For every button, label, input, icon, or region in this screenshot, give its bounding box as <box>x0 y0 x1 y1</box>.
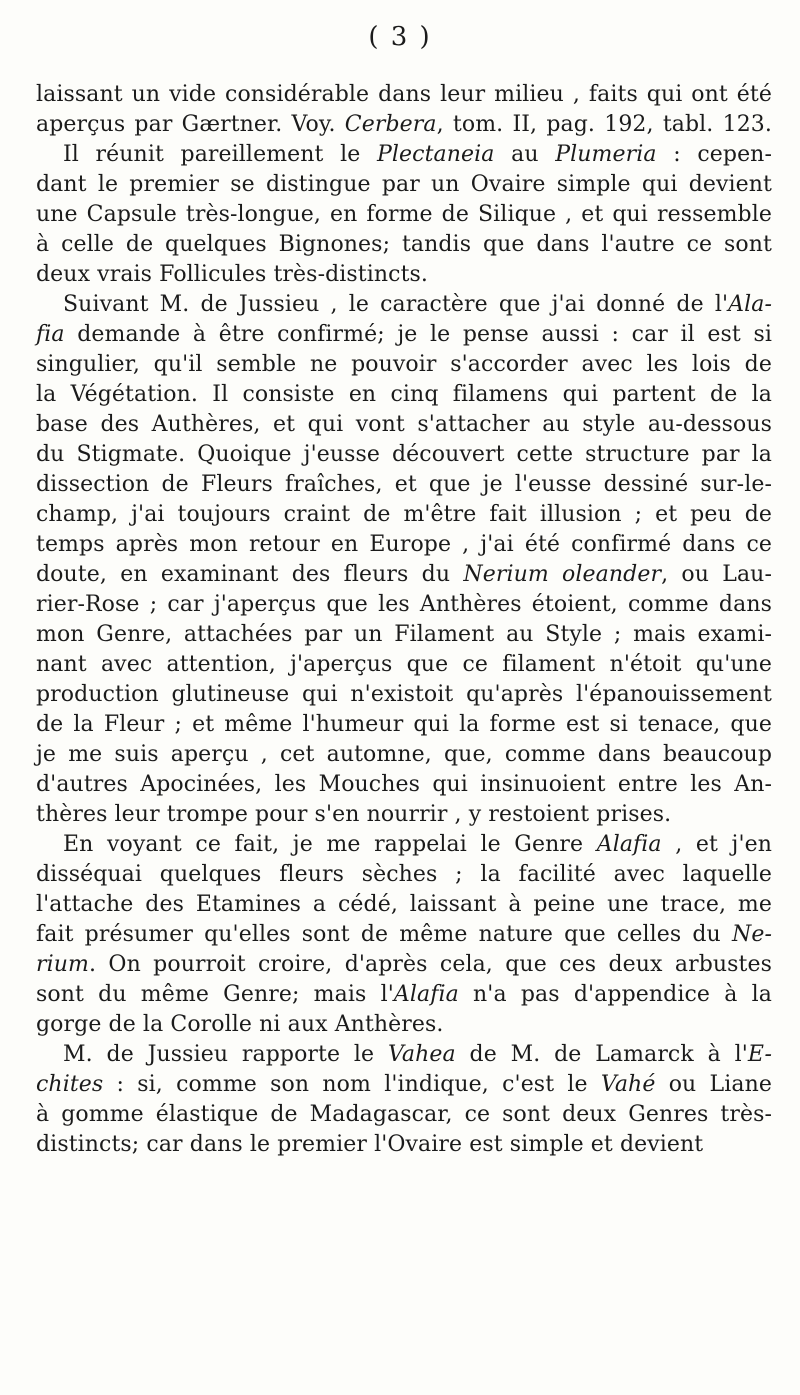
text-run: , tom. II, pag. 192, tabl. 123. <box>436 112 773 137</box>
text-line <box>36 770 772 800</box>
text-run: aperçus par Gærtner. Voy. <box>36 112 345 137</box>
text-line <box>36 890 772 920</box>
italic-term: Plumeria <box>555 142 657 167</box>
text-line <box>36 710 772 740</box>
italic-term: Vahé <box>600 1072 656 1097</box>
text-run: au <box>494 142 556 167</box>
text-run: disséquai quelques fleurs sèches ; la facilité avec laquelle <box>36 862 772 887</box>
text-run: : si, comme son nom l'indique, c'est le <box>103 1072 601 1097</box>
text-line <box>36 380 772 410</box>
text-run: je me suis aperçu , cet automne, que, comme dans beaucoup <box>36 742 772 767</box>
text-line <box>36 140 772 170</box>
text-run: dissection de Fleurs fraîches, et que je l'eusse dessiné sur-le- <box>36 472 772 497</box>
text-run: Il réunit pareillement le <box>63 142 377 167</box>
text-run: deux vrais Follicules très-distincts. <box>36 262 428 287</box>
text-line <box>36 200 772 230</box>
text-line <box>36 1100 772 1130</box>
text-line <box>36 650 772 680</box>
text-run: fait présumer qu'elles sont de même nature que celles du <box>36 922 732 947</box>
text-run: mon Genre, attachées par un Filament au Style ; mais exami- <box>36 622 772 647</box>
text-run: rier-Rose ; car j'aperçus que les Anthères étoient, comme dans <box>36 592 772 617</box>
text-line <box>36 920 772 950</box>
text-run: champ, j'ai toujours craint de m'être fait illusion ; et peu de <box>36 502 772 527</box>
text-line <box>36 1130 772 1160</box>
text-line <box>36 350 772 380</box>
italic-term: Cerbera <box>344 112 437 137</box>
text-line <box>36 680 772 710</box>
italic-term: Alafia <box>393 982 459 1007</box>
text-line <box>36 230 772 260</box>
text-run: du Stigmate. Quoique j'eusse découvert cette structure par la <box>36 442 772 467</box>
text-run: M. de Jussieu rapporte le <box>63 1042 388 1067</box>
text-run: de M. de Lamarck à l' <box>455 1042 748 1067</box>
page-number: ( 3 ) <box>368 22 432 52</box>
text-run: Suivant M. de Jussieu , le caractère que j'ai donné de l' <box>63 292 729 317</box>
italic-term: Ne- <box>731 922 772 947</box>
text-line <box>36 860 772 890</box>
text-run: base des Authères, et qui vont s'attacher au style au-dessous <box>36 412 772 437</box>
text-run: : cepen- <box>656 142 772 167</box>
text-run: une Capsule très-longue, en forme de Silique , et qui ressemble <box>36 202 772 227</box>
text-run: à gomme élastique de Madagascar, ce sont deux Genres très- <box>36 1102 772 1127</box>
text-line <box>36 410 772 440</box>
text-run: dant le premier se distingue par un Ovaire simple qui devient <box>36 172 772 197</box>
text-run: En voyant ce fait, je me rappelai le Genre <box>63 832 597 857</box>
text-line <box>36 800 772 830</box>
text-run: doute, en examinant des fleurs du <box>36 562 464 587</box>
text-run: à celle de quelques Bignones; tandis que dans l'autre ce sont <box>36 232 772 257</box>
text-run: laissant un vide considérable dans leur milieu , faits qui ont été <box>36 82 772 107</box>
text-line <box>36 830 772 860</box>
text-run: l'attache des Etamines a cédé, laissant à peine une trace, me <box>36 892 772 917</box>
text-line <box>36 740 772 770</box>
text-run: nant avec attention, j'aperçus que ce filament n'étoit qu'une <box>36 652 772 677</box>
text-run: , et j'en <box>661 832 773 857</box>
text-line <box>36 80 772 110</box>
text-run: distincts; car dans le premier l'Ovaire est simple et devient <box>36 1132 704 1157</box>
text-line <box>36 500 772 530</box>
text-run: d'autres Apocinées, les Mouches qui insinuoient entre les An- <box>36 772 772 797</box>
italic-term: E- <box>747 1042 772 1067</box>
text-line <box>36 620 772 650</box>
text-line <box>36 950 772 980</box>
italic-term: rium <box>36 952 89 977</box>
italic-term: Nerium oleander <box>463 562 662 587</box>
text-run: de la Fleur ; et même l'humeur qui la forme est si tenace, que <box>36 712 772 737</box>
page-text <box>36 80 772 1160</box>
text-line <box>36 320 772 350</box>
text-line <box>36 1070 772 1100</box>
italic-term: Ala- <box>728 292 772 317</box>
italic-term: chites <box>36 1072 104 1097</box>
text-line <box>36 260 772 290</box>
text-run: temps après mon retour en Europe , j'ai été confirmé dans ce <box>36 532 772 557</box>
text-run: n'a pas d'appendice à la <box>458 982 773 1007</box>
text-line <box>36 110 772 140</box>
text-run: sont du même Genre; mais l' <box>36 982 394 1007</box>
text-line <box>36 1010 772 1040</box>
italic-term: Vahea <box>387 1042 456 1067</box>
text-line <box>36 440 772 470</box>
italic-term: Alafia <box>596 832 662 857</box>
text-line <box>36 560 772 590</box>
italic-term: fia <box>36 322 65 347</box>
text-run: production glutineuse qui n'existoit qu'après l'épanouissement <box>36 682 772 707</box>
text-run: la Végétation. Il consiste en cinq filamens qui partent de la <box>36 382 772 407</box>
text-line <box>36 470 772 500</box>
text-run: thères leur trompe pour s'en nourrir , y restoient prises. <box>36 802 672 827</box>
text-run: singulier, qu'il semble ne pouvoir s'accorder avec les lois de <box>36 352 772 377</box>
text-line <box>36 170 772 200</box>
italic-term: Plectaneia <box>377 142 495 167</box>
text-line <box>36 1040 772 1070</box>
text-run: . On pourroit croire, d'après cela, que ces deux arbustes <box>88 952 772 977</box>
text-run: ou Liane <box>655 1072 772 1097</box>
text-line <box>36 530 772 560</box>
text-line <box>36 590 772 620</box>
text-line <box>36 290 772 320</box>
text-run: demande à être confirmé; je le pense aussi : car il est si <box>64 322 772 347</box>
text-line <box>36 980 772 1010</box>
text-run: gorge de la Corolle ni aux Anthères. <box>36 1012 444 1037</box>
text-run: , ou Lau- <box>661 562 772 587</box>
